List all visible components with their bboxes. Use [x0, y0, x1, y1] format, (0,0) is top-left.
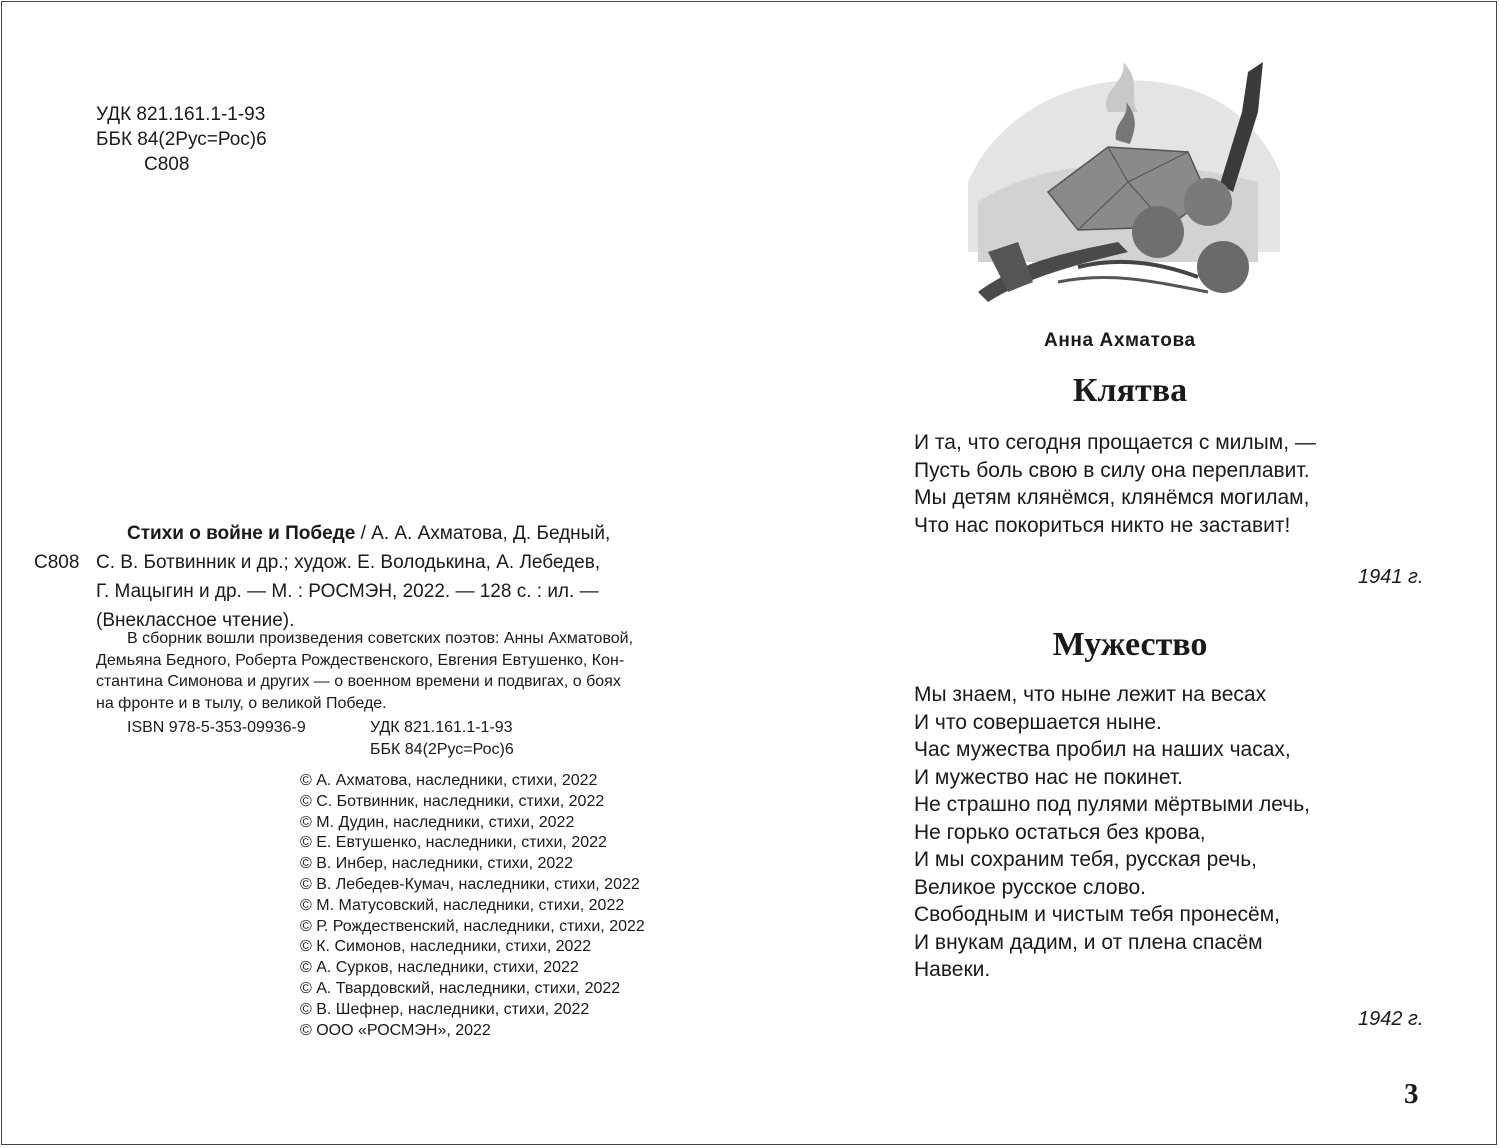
poem-line: Навеки.	[914, 958, 991, 981]
description-line: Г. Мацыгин и др. — М. : РОСМЭН, 2022. — 128 с. : ил. —	[96, 581, 599, 602]
udk-code: УДК 821.161.1-1-93	[96, 104, 266, 125]
copyright-line: © М. Дудин, наследники, стихи, 2022	[300, 813, 575, 831]
poem-oath-text	[914, 429, 1316, 539]
poem-line: Что нас покориться никто не заставит!	[914, 513, 1291, 537]
isbn-classification	[370, 717, 514, 760]
poem-oath-date: 1941 г.	[1358, 566, 1424, 588]
copyright-list	[300, 771, 645, 1041]
poem-line: И та, что сегодня прощается с милым, —	[914, 431, 1316, 454]
copyright-line: © В. Инбер, наследники, стихи, 2022	[300, 855, 574, 873]
description-line-rest: / А. А. Ахматова, Д. Бедный,	[355, 523, 611, 544]
carnation	[1132, 206, 1184, 258]
copyright-line: © ООО «РОСМЭН», 2022	[300, 1021, 491, 1039]
page-number: 3	[1404, 1078, 1419, 1110]
annotation	[96, 628, 682, 714]
copyright-line: © А. Ахматова, наследники, стихи, 2022	[300, 772, 598, 789]
author-mark: С808	[144, 154, 190, 175]
isbn: ISBN 978-5-353-09936-9	[127, 719, 306, 736]
poem-courage-date: 1942 г.	[1358, 1008, 1424, 1030]
poem-line: И внукам дадим, и от плена спасём	[914, 930, 1263, 954]
copyright-line: © В. Лебедев-Кумач, наследники, стихи, 2022	[300, 875, 640, 893]
copyright-line: © М. Матусовский, наследники, стихи, 2022	[300, 896, 625, 914]
poem-courage-text	[914, 681, 1310, 984]
annotation-line: Демьяна Бедного, Роберта Рождественского, Евгения Евтушенко, Кон-	[96, 651, 625, 669]
poem-line: Пусть боль свою в силу она переплавит.	[914, 458, 1310, 482]
poem-line: Великое русское слово.	[914, 875, 1147, 899]
isbn-bbk: ББК 84(2Рус=Рос)6	[370, 740, 514, 758]
annotation-line: на фронте и в тылу, о великой Победе.	[96, 694, 387, 712]
poem-line: Мы знаем, что ныне лежит на весах	[914, 683, 1267, 706]
poem-line: Не страшно под пулями мёртвыми лечь,	[914, 793, 1310, 816]
poem-title-oath: Клятва	[1072, 372, 1188, 409]
copyright-line: © Е. Евтушенко, наследники, стихи, 2022	[300, 834, 607, 852]
description-line: (Внеклассное чтение).	[96, 610, 295, 631]
copyright-line: © К. Симонов, наследники, стихи, 2022	[300, 938, 592, 956]
carnation	[1184, 178, 1232, 226]
poem-line: И мы сохраним тебя, русская речь,	[914, 848, 1257, 871]
poem-line: Не горько остаться без крова,	[914, 820, 1206, 844]
side-author-mark: С808	[34, 552, 80, 573]
poem-line: И что совершается ныне.	[914, 710, 1162, 734]
book-title: Стихи о войне и Победе	[127, 523, 356, 544]
annotation-line: В сборник вошли произведения советских поэтов: Анны Ахматовой,	[127, 630, 634, 647]
classification-header	[96, 102, 267, 177]
copyright-line: © Р. Рождественский, наследники, стихи, 2022	[300, 917, 645, 935]
copyright-line: © В. Шефнер, наследники, стихи, 2022	[300, 1000, 590, 1018]
copyright-line: © А. Твардовский, наследники, стихи, 2022	[300, 979, 621, 997]
description-line: С. В. Ботвинник и др.; худож. Е. Володькина, А. Лебедев,	[96, 552, 601, 573]
poem-author: Анна Ахматова	[1044, 330, 1196, 351]
poem-line: И мужество нас не покинет.	[914, 765, 1184, 789]
bibliographic-description	[96, 519, 680, 635]
bbk-code: ББК 84(2Рус=Рос)6	[96, 129, 267, 150]
copyright-line: © А. Сурков, наследники, стихи, 2022	[300, 959, 579, 977]
carnation	[1197, 241, 1249, 293]
annotation-line: стантина Симонова и других — о военном времени и подвигах, о боях	[96, 673, 621, 690]
poem-line: Мы детям клянёмся, клянёмся могилам,	[914, 486, 1310, 509]
poem-title-courage: Мужество	[1052, 626, 1208, 663]
eternal-flame-illustration	[958, 52, 1288, 308]
poem-line: Свободным и чистым тебя пронесём,	[914, 903, 1281, 926]
description-line	[96, 519, 680, 548]
poem-line: Час мужества пробил на наших часах,	[914, 738, 1291, 761]
isbn-udk: УДК 821.161.1-1-93	[370, 719, 513, 736]
copyright-line: © С. Ботвинник, наследники, стихи, 2022	[300, 792, 605, 810]
